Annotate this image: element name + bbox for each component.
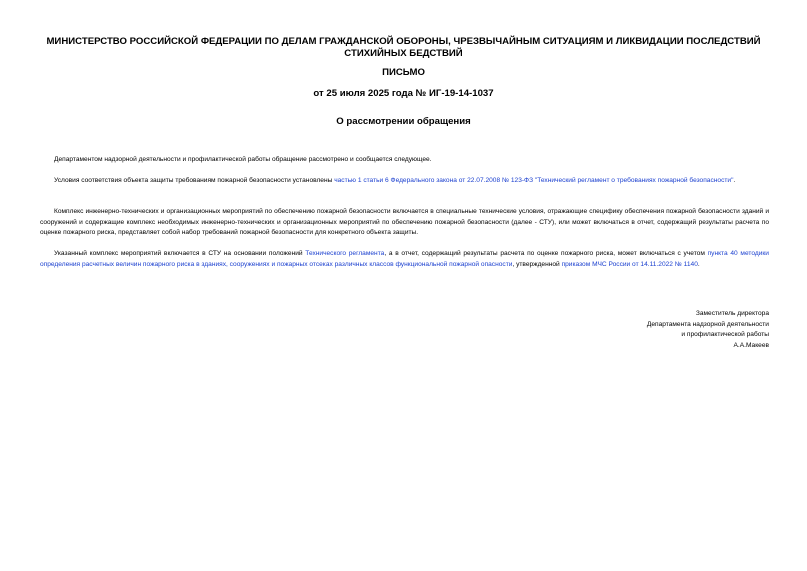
signer-department: Департамента надзорной деятельности — [646, 320, 769, 328]
mchs-order-1140-link[interactable]: приказом МЧС России от 14.11.2022 № 1140 — [561, 260, 698, 268]
document-date-number: от 25 июля 2025 года № ИГ-19-14-1037 — [313, 88, 494, 99]
paragraph-1: Департаментом надзорной деятельности и профилактической работы обращение рассмотрено и сообщается следующее. — [54, 156, 432, 163]
paragraph-4-text-a: Указанный комплекс мероприятий включается в СТУ на основании положений — [54, 250, 306, 257]
paragraph-4 — [40, 249, 769, 270]
paragraph-2 — [40, 176, 769, 187]
signer-name: А.А.Макеев — [733, 341, 769, 349]
paragraph-3: Комплекс инженерно-технических и организационных мероприятий по обеспечению пожарной безопасности включается в специальные технические условия, отражающие специфику обеспечения пожарной безопасности зданий и сооружений и содержащие комплекс необходимых инженерно-технических и организационных мероприятий по обеспечению пожарной безопасности (далее - СТУ), или может включаться в отчет, содержащий результаты расчета по оценке пожарного риска, представляет собой набор требований пожарной безопасности для конкретного объекта защиты. — [40, 208, 769, 237]
document-type: ПИСЬМО — [382, 67, 425, 78]
organization-name: МИНИСТЕРСТВО РОССИЙСКОЙ ФЕДЕРАЦИИ ПО ДЕЛАМ ГРАЖДАНСКОЙ ОБОРОНЫ, ЧРЕЗВЫЧАЙНЫМ СИТУАЦИЯМ И ЛИКВИДАЦИИ ПОСЛЕДСТВИЙ СТИХИЙНЫХ БЕДСТВИЙ — [46, 36, 761, 59]
law-123fz-link[interactable]: частью 1 статьи 6 Федерального закона от 22.07.2008 № 123-ФЗ "Технический регламент о требованиях пожарной безопасности" — [334, 177, 734, 184]
signer-department-cont: и профилактической работы — [681, 331, 769, 339]
signature-block — [647, 309, 769, 351]
paragraph-4-end: . — [697, 260, 700, 268]
document-subject: О рассмотрении обращения — [336, 116, 471, 127]
paragraph-4-text-c: , утвержденной — [512, 260, 562, 268]
technical-regulation-link[interactable]: Технического регламента — [305, 250, 385, 257]
paragraph-4-text-b: , а в отчет, содержащий результаты расчета по оценке пожарного риска, может включаться с учетом — [384, 250, 708, 257]
paragraph-2-text: Условия соответствия объекта защиты требованиям пожарной безопасности установлены — [54, 177, 335, 184]
signer-position: Заместитель директора — [695, 310, 769, 317]
paragraph-2-end: . — [733, 177, 736, 184]
methodology-item-40-link[interactable]: пункта 40 методики определения расчетных величин пожарного риска в зданиях, сооружениях и пожарных отсеках различных классов функциональной пожарной опасности — [40, 250, 769, 268]
